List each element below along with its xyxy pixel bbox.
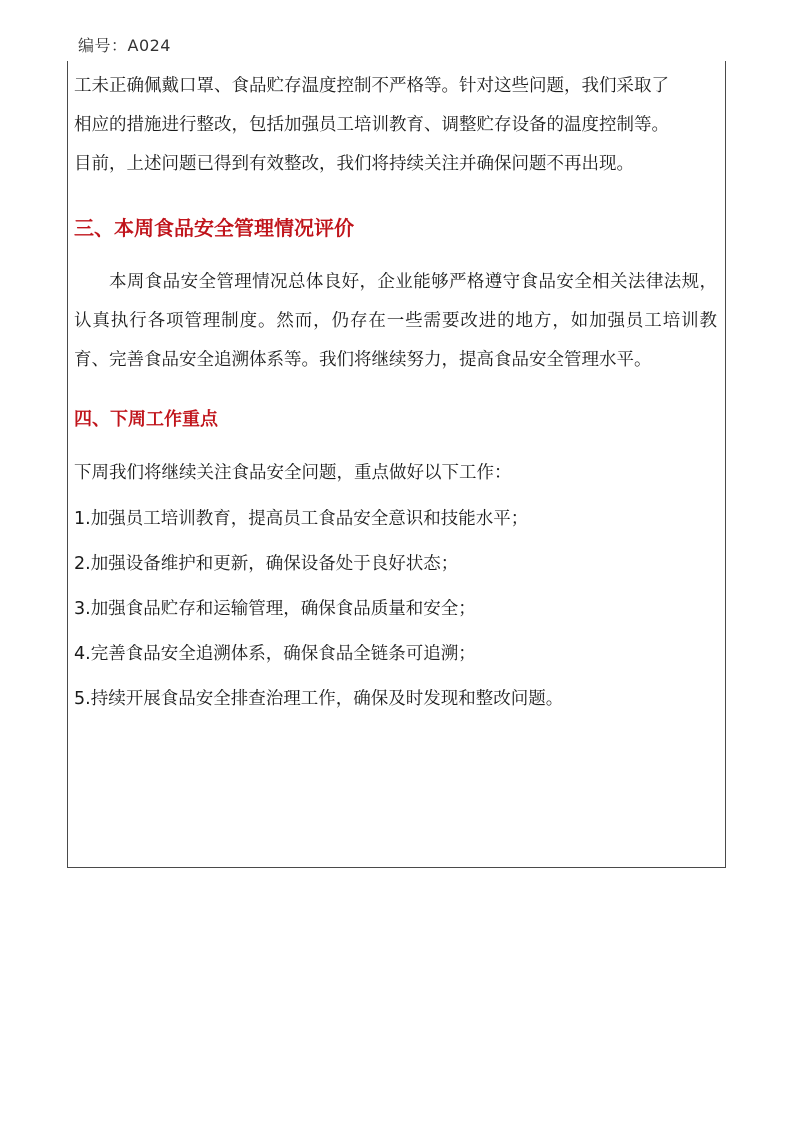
continuation-line: 目前，上述问题已得到有效整改，我们将持续关注并确保问题不再出现。: [74, 154, 634, 174]
document-number: 编号：A024: [78, 36, 171, 55]
section-3-heading: 三、本周食品安全管理情况评价: [74, 216, 354, 240]
list-item: 3.加强食品贮存和运输管理，确保食品质量和安全；: [74, 599, 476, 619]
list-item: 1.加强员工培训教育，提高员工食品安全意识和技能水平；: [74, 509, 529, 529]
continuation-line: 工未正确佩戴口罩、食品贮存温度控制不严格等。针对这些问题，我们采取了: [74, 76, 669, 96]
previous-section-continuation: [74, 67, 717, 184]
section-4-heading: 四、下周工作重点: [74, 409, 218, 430]
section-3-body: 本周食品安全管理情况总体良好，企业能够严格遵守食品安全相关法律法规，认真执行各项管理制度。然而，仍存在一些需要改进的地方，如加强员工培训教育、完善食品安全追溯体系等。我们将继续努力，提高食品安全管理水平。: [74, 272, 717, 370]
work-items-list: [74, 501, 717, 718]
list-item: 2.加强设备维护和更新，确保设备处于良好状态；: [74, 554, 459, 574]
content-inner: [74, 61, 717, 718]
list-item: 5.持续开展食品安全排查治理工作，确保及时发现和整改问题。: [74, 689, 564, 709]
list-item: 4.完善食品安全追溯体系，确保食品全链条可追溯；: [74, 644, 476, 664]
section-4-intro: 下周我们将继续关注食品安全问题，重点做好以下工作：: [74, 463, 512, 483]
continuation-line: 相应的措施进行整改，包括加强员工培训教育、调整贮存设备的温度控制等。: [74, 115, 669, 135]
content-box: [67, 61, 726, 868]
